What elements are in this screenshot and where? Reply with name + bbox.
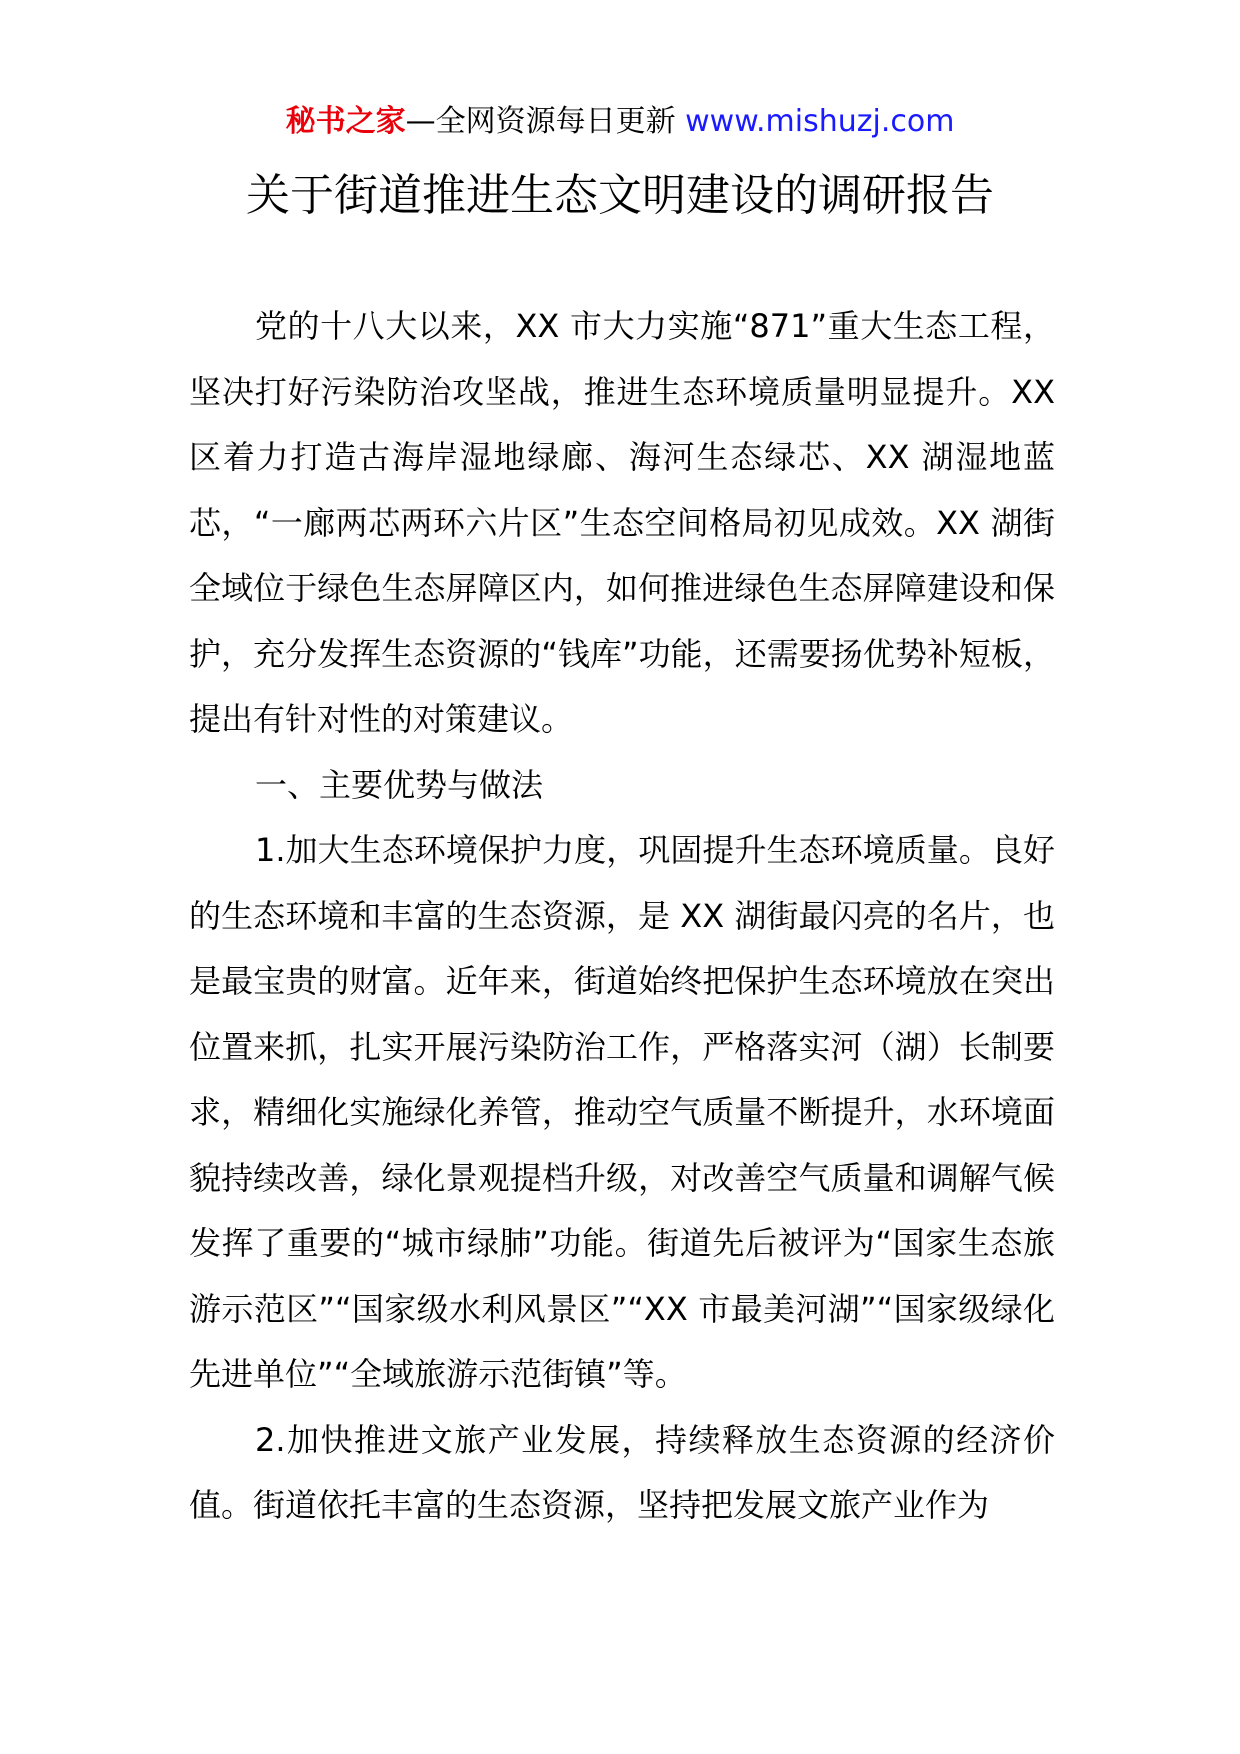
- section-heading: 一、主要优势与做法: [255, 765, 544, 804]
- site-tagline: —全网资源每日更新: [405, 104, 676, 139]
- site-header: [0, 100, 1240, 144]
- site-url-link[interactable]: www.mishuzj.com: [685, 104, 955, 139]
- body-paragraph-1: 1.加大生态环境保护力度，巩固提升生态环境质量。良好的生态环境和丰富的生态资源，是 XX 湖街最闪亮的名片，也是最宝贵的财富。近年来，街道始终把保护生态环境放在突出位置来抓，扎实开展污染防治工作，严格落实河（湖）长制要求，精细化实施绿化养管，推动空气质量不断提升，水环境面貌持续改善，绿化景观提档升级，对改善空气质量和调解气候发挥了重要的“城市绿肺”功能。街道先后被评为“国家生态旅游示范区”“国家级水利风景区”“XX 市最美河湖”“国家级绿化先进单位”“全域旅游示范街镇”等。: [189, 831, 1055, 1393]
- body-paragraph-2: 2.加快推进文旅产业发展，持续释放生态资源的经济价值。街道依托丰富的生态资源，坚持把发展文旅产业作为: [189, 1420, 1055, 1524]
- intro-paragraph: 党的十八大以来，XX 市大力实施“871”重大生态工程，坚决打好污染防治攻坚战，推进生态环境质量明显提升。XX 区着力打造古海岸湿地绿廊、海河生态绿芯、XX 湖湿地蓝芯，“一廊两芯两环六片区”生态空间格局初见成效。XX 湖街全域位于绿色生态屏障区内，如何推进绿色生态屏障建设和保护，充分发挥生态资源的“钱库”功能，还需要扬优势补短板，提出有针对性的对策建议。: [189, 307, 1055, 738]
- document-body: [189, 294, 1055, 1539]
- brand-name: 秘书之家: [285, 104, 406, 139]
- document-title: 关于街道推进生态文明建设的调研报告: [246, 170, 994, 221]
